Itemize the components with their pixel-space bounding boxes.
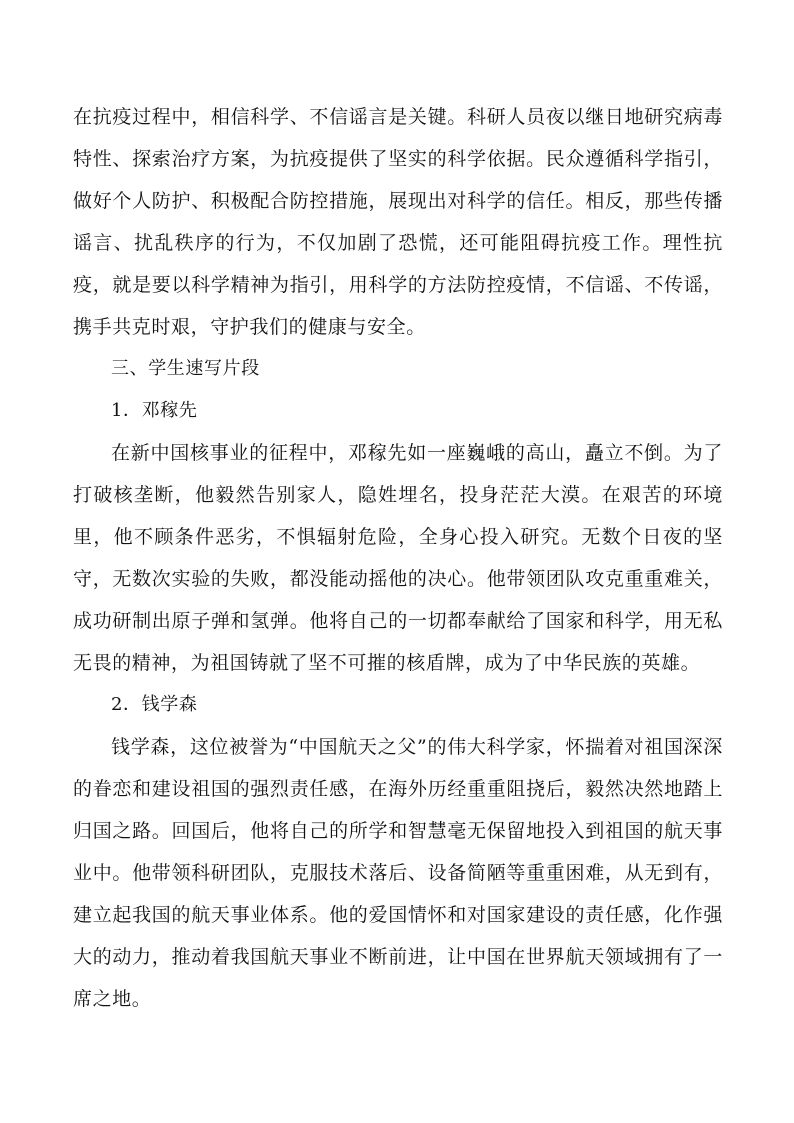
paragraph-deng-jiaxian: 在新中国核事业的征程中，邓稼先如一座巍峨的高山，矗立不倒。为了打破核垄断，他毅然告别家人，隐姓埋名，投身茫茫大漠。在艰苦的环境里，他不顾条件恶劣，不惧辐射危险，全身心投入研究。无数个日夜的坚守，无数次实验的失败，都没能动摇他的决心。他带领团队攻克重重难关，成功研制出原子弹和氢弹。他将自己的一切都奉献给了国家和科学，用无私无畏的精神，为祖国铸就了坚不可摧的核盾牌，成为了中华民族的英雄。	[73, 442, 723, 674]
subheading-qian-xuesen: 2．钱学森	[111, 694, 198, 715]
document-body	[73, 96, 723, 1020]
paragraph-qian-xuesen: 钱学森，这位被誉为“中国航天之父”的伟大科学家，怀揣着对祖国深深的眷恋和建设祖国的强烈责任感，在海外历经重重阻挠后，毅然决然地踏上归国之路。回国后，他将自己的所学和智慧毫无保留地投入到祖国的航天事业中。他带领科研团队，克服技术落后、设备简陋等重重困难，从无到有，建立起我国的航天事业体系。他的爱国情怀和对国家建设的责任感，化作强大的动力，推动着我国航天事业不断前进，让中国在世界航天领域拥有了一席之地。	[73, 736, 723, 1010]
subheading-deng-jiaxian: 1．邓稼先	[111, 400, 198, 421]
section-heading-student-sketches: 三、学生速写片段	[111, 358, 260, 379]
paragraph-anti-epidemic: 在抗疫过程中，相信科学、不信谣言是关键。科研人员夜以继日地研究病毒特性、探索治疗方案，为抗疫提供了坚实的科学依据。民众遵循科学指引，做好个人防护、积极配合防控措施，展现出对科学的信任。相反，那些传播谣言、扰乱秩序的行为，不仅加剧了恐慌，还可能阻碍抗疫工作。理性抗疫，就是要以科学精神为指引，用科学的方法防控疫情，不信谣、不传谣，携手共克时艰，守护我们的健康与安全。	[73, 106, 723, 338]
